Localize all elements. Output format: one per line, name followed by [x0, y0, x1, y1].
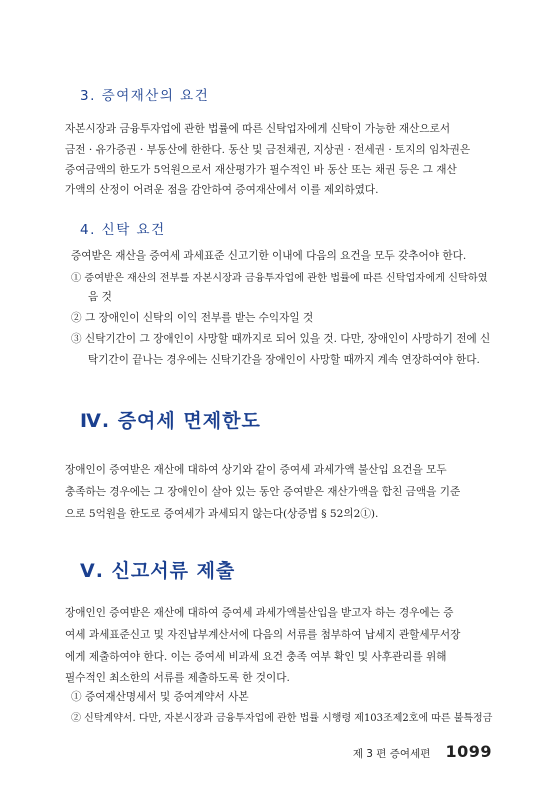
list-item: ② 그 장애인이 신탁의 이익 전부를 받는 수익자일 것 — [71, 312, 314, 324]
paragraph-line: 장애인인 증여받은 재산에 대하여 증여세 과세가액불산입을 받고자 하는 경우에는 증 — [65, 607, 454, 619]
paragraph-line: 필수적인 최소한의 서류를 제출하도록 한 것이다. — [65, 672, 290, 684]
paragraph-line: 가액의 산정이 어려운 점을 감안하여 증여재산에서 이를 제외하였다. — [65, 184, 379, 196]
paragraph-line: 증여금액의 한도가 5억원으로서 재산평가가 필수적인 바 동산 또는 채권 등은 그 재산 — [65, 164, 457, 176]
paragraph-line: 증여받은 재산을 증여세 과세표준 신고기한 이내에 다음의 요건을 모두 갖추어야 한다. — [71, 250, 467, 262]
footer-part-label: 제 3 편 증여세편 — [352, 748, 431, 760]
paragraph-line: 에게 제출하여야 한다. 이는 증여세 비과세 요건 충족 여부 확인 및 사후관리를 위해 — [65, 651, 447, 663]
paragraph-line: 여세 과세표준신고 및 자진납부계산서에 다음의 서류를 첨부하여 납세지 관할세무서장 — [65, 629, 461, 641]
list-item: ② 신탁계약서. 다만, 자본시장과 금융투자업에 관한 법률 시행령 제103조제2호에 따른 불특정금 — [71, 713, 493, 724]
paragraph-line: 자본시장과 금융투자업에 관한 법률에 따른 신탁업자에게 신탁이 가능한 재산으로서 — [65, 123, 451, 135]
list-item: ① 증여재산명세서 및 증여계약서 사본 — [71, 691, 249, 703]
list-item-continuation: 탁기간이 끝나는 경우에는 신탁기간을 장애인이 사망할 때까지 계속 연장하여야 한다. — [88, 354, 480, 366]
chapter-heading-exempt-limit: Ⅳ. 증여세 면제한도 — [80, 410, 261, 432]
page-footer — [353, 742, 492, 761]
paragraph-line: 장애인이 증여받은 재산에 대하여 상기와 같이 증여세 과세가액 불산입 요건을 모두 — [65, 464, 447, 476]
list-item-continuation: 음 것 — [88, 291, 112, 303]
paragraph-line: 충족하는 경우에는 그 장애인이 살아 있는 동안 증여받은 재산가액을 합친 금액을 기준 — [65, 486, 461, 498]
chapter-heading-documents: Ⅴ. 신고서류 제출 — [80, 560, 236, 582]
section-heading-trust: 4. 신탁 요건 — [80, 222, 166, 238]
paragraph-line: 금전 · 유가증권 · 부동산에 한한다. 동산 및 금전채권, 지상권 · 전세권 · 토지의 임차권은 — [65, 144, 471, 156]
list-item: ③ 신탁기간이 그 장애인이 사망할 때까지로 되어 있을 것. 다만, 장애인이 사망하기 전에 신 — [71, 333, 491, 345]
page-number: 1099 — [445, 742, 492, 761]
section-heading-gift-property: 3. 증여재산의 요건 — [80, 88, 210, 104]
list-item: ① 증여받은 재산의 전부를 자본시장과 금융투자업에 관한 법률에 따른 신탁업자에게 신탁하였 — [71, 273, 488, 284]
paragraph-line: 으로 5억원을 한도로 증여세가 과세되지 않는다(상증법 § 52의2①). — [65, 508, 379, 520]
